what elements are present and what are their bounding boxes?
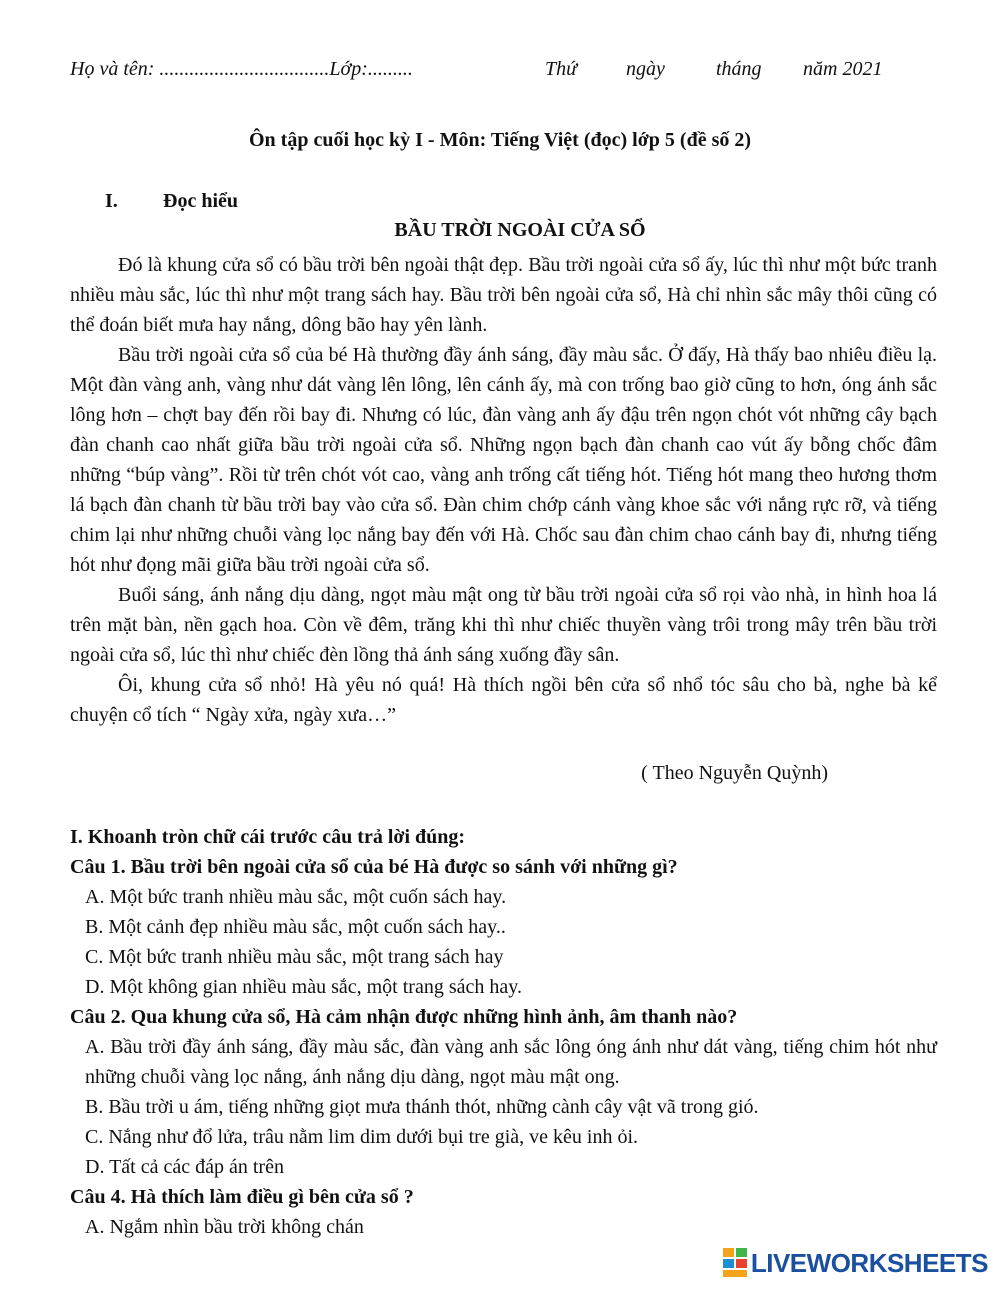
year-label: năm 2021 bbox=[803, 58, 883, 80]
passage-paragraph: Buổi sáng, ánh nắng dịu dàng, ngọt màu mật ong từ bầu trời ngoài cửa sổ rọi vào nhà, in hình hoa lá trên mặt bàn, nền gạch hoa. Còn về đêm, trăng khi thì như chiếc thuyền vàng trôi trong mây trên bầu trời ngoài cửa sổ, lúc thì như chiếc đèn lồng thả ánh sáng xuống đầy sân. bbox=[70, 584, 937, 666]
section-heading bbox=[105, 190, 238, 213]
answer-option[interactable]: B. Bầu trời u ám, tiếng những giọt mưa thánh thót, những cành cây vật vã trong gió. bbox=[85, 1096, 759, 1118]
student-info-header bbox=[70, 58, 910, 88]
answer-option[interactable]: C. Một bức tranh nhiều màu sắc, một trang sách hay bbox=[85, 946, 504, 968]
story-title: BẦU TRỜI NGOÀI CỬA SỔ bbox=[394, 219, 646, 241]
liveworksheets-wordmark: LIVEWORKSHEETS bbox=[750, 1247, 988, 1278]
quiz-instruction: I. Khoanh tròn chữ cái trước câu trả lời đúng: bbox=[70, 826, 466, 848]
name-class-field: Họ và tên: ..................................Lớp:......... bbox=[70, 58, 413, 80]
answer-option[interactable]: A. Ngắm nhìn bầu trời không chán bbox=[85, 1216, 364, 1238]
section-number: I. bbox=[105, 190, 118, 212]
logo-square-4 bbox=[736, 1259, 747, 1268]
quiz-section bbox=[70, 822, 937, 1242]
question-4: Câu 4. Hà thích làm điều gì bên cửa sổ ? bbox=[70, 1186, 414, 1208]
date-label: ngày bbox=[626, 58, 665, 80]
logo-square-1 bbox=[723, 1248, 734, 1257]
worksheet-title: Ôn tập cuối học kỳ I - Môn: Tiếng Việt (đọc) lớp 5 (đề số 2) bbox=[248, 129, 752, 151]
section-label: Đọc hiểu bbox=[163, 190, 238, 212]
answer-option[interactable]: D. Tất cả các đáp án trên bbox=[85, 1156, 284, 1178]
day-label: Thứ bbox=[545, 58, 578, 80]
question-1: Câu 1. Bầu trời bên ngoài cửa sổ của bé Hà được so sánh với những gì? bbox=[70, 856, 678, 878]
liveworksheets-logo bbox=[723, 1245, 988, 1281]
passage-paragraph: Bầu trời ngoài cửa sổ của bé Hà thường đầy ánh sáng, đầy màu sắc. Ở đấy, Hà thấy bao nhiêu điều lạ. Một đàn vàng anh, vàng như dát vàng lên lông, lên cánh ấy, mà con trống bao giờ cũng to hơn, óng ánh sắc lông hơn – chợt bay đến rồi bay đi. Nhưng có lúc, đàn vàng anh ấy đậu trên ngọn chót vót những cây bạch đàn chanh cao nhất giữa bầu trời ngoài cửa sổ. Những ngọn bạch đàn chanh cao vút ấy bỗng chốc đâm những “búp vàng”. Rồi từ trên chót vót cao, vàng anh trống cất tiếng hót. Tiếng hót mang theo hương thơm lá bạch đàn chanh từ bầu trời bay vào cửa sổ. Đàn chim chớp cánh vàng khoe sắc với nắng rực rỡ, và tiếng chim lại như những chuỗi vàng lọc nắng bay đến với Hà. Chốc sau đàn chim chao cánh bay đi, nhưng tiếng hót như đọng mãi giữa bầu trời ngoài cửa sổ. bbox=[70, 344, 937, 576]
passage-paragraph: Đó là khung cửa sổ có bầu trời bên ngoài thật đẹp. Bầu trời ngoài cửa sổ ấy, lúc thì như một bức tranh nhiều màu sắc, lúc thì như một trang sách hay. Bầu trời bên ngoài cửa sổ, Hà chỉ nhìn sắc mây thôi cũng có thể đoán biết mưa hay nắng, dông bão hay yên lành. bbox=[70, 254, 937, 336]
answer-option[interactable]: B. Một cảnh đẹp nhiều màu sắc, một cuốn sách hay.. bbox=[85, 916, 506, 938]
logo-square-3 bbox=[723, 1259, 734, 1268]
passage-paragraph: Ôi, khung cửa sổ nhỏ! Hà yêu nó quá! Hà thích ngồi bên cửa sổ nhổ tóc sâu cho bà, nghe bà kể chuyện cổ tích “ Ngày xửa, ngày xưa…” bbox=[70, 674, 937, 726]
answer-option[interactable]: A. Một bức tranh nhiều màu sắc, một cuốn sách hay. bbox=[85, 886, 507, 908]
month-label: tháng bbox=[716, 58, 762, 80]
answer-option[interactable]: D. Một không gian nhiều màu sắc, một trang sách hay. bbox=[85, 976, 522, 998]
liveworksheets-logo-icon bbox=[723, 1248, 747, 1278]
story-source: ( Theo Nguyễn Quỳnh) bbox=[641, 762, 828, 784]
answer-option[interactable]: A. Bầu trời đầy ánh sáng, đầy màu sắc, đàn vàng anh sắc lông óng ánh như dát vàng, tiếng chim hót như những chuỗi vàng lọc nắng, ánh nắng dịu dàng, ngọt màu mật ong. bbox=[85, 1036, 937, 1088]
answer-option[interactable]: C. Nắng như đổ lửa, trâu nằm lim dim dưới bụi tre già, ve kêu inh ỏi. bbox=[85, 1126, 639, 1148]
question-2: Câu 2. Qua khung cửa sổ, Hà cảm nhận được những hình ảnh, âm thanh nào? bbox=[70, 1006, 738, 1028]
logo-square-2 bbox=[736, 1248, 747, 1257]
logo-square-5 bbox=[723, 1270, 747, 1277]
reading-passage bbox=[70, 250, 937, 730]
